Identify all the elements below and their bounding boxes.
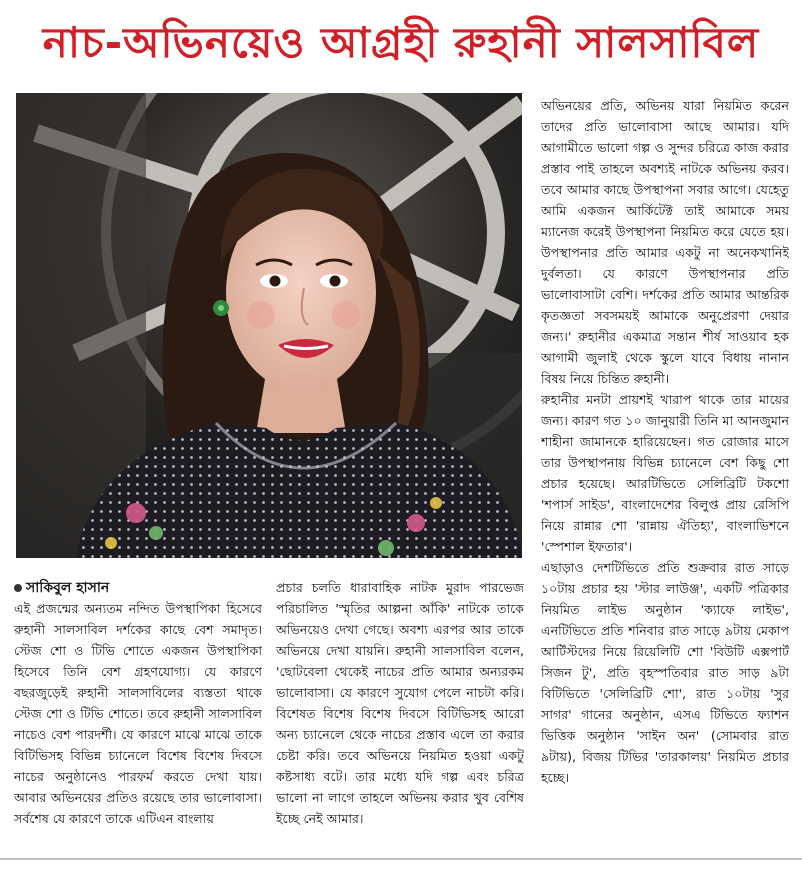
column-3-paragraph-3: এছাড়াও দেশটিভিতে প্রতি শুক্রবার রাত সাড়ে ১০টায় প্রচার হয় 'স্টার লাউঞ্জ', একটি পত্রিকার নিয়মিত লাইভ অনুষ্ঠান 'ক্যাফে লাইভ', এনটিভিতে প্রতি শনিবার রাত সাড়ে ৯টায় মেকাপ আর্টিস্টদের নিয়ে রিয়েলিটি শো 'বিউটি এক্সপার্ট সিজন টু', প্রতি বৃহস্পতিবার রাত সাড় ৯টা বিটিভিতে 'সেলিব্রিটি শো', রাত ১০টায় 'সুর সাগর' গানের অনুষ্ঠান, এসএ টিভিতে ফ্যাশন ভিত্তিক অনুষ্ঠান 'সাইন অন' (সোমবার রাত ৯টায়), বিজয় টিভির 'তারকালয়' নিয়মিত প্রচার হচ্ছে। [541, 560, 789, 785]
portrait-illustration [16, 93, 522, 558]
article-column-3 [541, 95, 789, 855]
article-column-2 [276, 577, 524, 857]
byline [14, 579, 264, 597]
bottom-divider [0, 858, 802, 860]
column-3-paragraph-1: অভিনয়ের প্রতি, অভিনয় যারা নিয়মিত করেন তাদের প্রতি ভালোবাসা আছে আমার। যদি আগামীতে ভালো গল্প ও সুন্দর চরিত্রে কাজ করার প্রস্তাব পাই তাহলে অবশ্যই নাটকে অভিনয় করব। তবে আমার কাছে উপস্থাপনা সবার আগে। যেহেতু আমি একজন আর্কিটেক্ট তাই আমাকে সময় ম্যানেজ করেই উপস্থাপনা নিয়মিত করে যেতে হয়। উপস্থাপনার প্রতি আমার একটু না অনেকখানিই দুর্বলতা। যে কারণে উপস্থাপনার প্রতি ভালোবাসাটা বেশি। দর্শকের প্রতি আমার আন্তরিক কৃতজ্ঞতা সবসময়ই আমাকে অনুপ্রেরণা দেয়ার জন্য।' রুহানীর একমাত্র সন্তান শীর্ষ সাওয়াব হক আগামী জুলাই থেকে স্কুলে যাবে বিধায় নানান বিষয় নিয়ে চিন্তিত রুহানী। [541, 98, 789, 386]
byline-author: সাকিবুল হাসান [26, 580, 110, 596]
bullet-icon [14, 584, 22, 592]
column-1-text: এই প্রজন্মের অন্যতম নন্দিত উপস্থাপিকা হিসেবে রুহানী সালসাবিল দর্শকের কাছে বেশ সমাদৃত। স্টেজ শো ও টিভি শোতে একজন উপস্থাপিকা হিসেবে তিনি বেশ গ্রহণযোগ্য। যে কারণে বছরজুড়েই রুহানী সালসাবিলের ব্যস্ততা থাকে স্টেজ শো ও টিভি শোতে। তবে রুহানী সালসাবিল নাচেও বেশ পারদর্শী। যে কারণে মাঝে মাঝে তাকে বিটিভিসহ বিভিন্ন চ্যানেলে বিশেষ বিশেষ দিবসে নাচের অনুষ্ঠানেও পারফর্ম করতে দেখা যায়। আবার অভিনয়ের প্রতিও রয়েছে তার ভালোবাসা। সর্বশেষ যে কারণে তাকে এটিএন বাংলায় [14, 601, 262, 826]
portrait-photo [16, 93, 522, 558]
headline: নাচ-অভিনয়েও আগ্রহী রুহানী সালসাবিল [42, 17, 760, 67]
column-3-paragraph-2: রুহানীর মনটা প্রায়শই খারাপ থাকে তার মায়ের জন্য। কারণ গত ১০ জানুয়ারী তিনি মা আনজুমান শাহীনা জামানকে হারিয়েছেন। গত রোজার মাসে তার উপস্থাপনায় বিভিন্ন চ্যানেলে বেশ কিছু শো প্রচার হয়েছে। আরটিভিতে সেলিব্রিটি টকশো 'শপার্স সাইড', বাংলাদেশের বিলুপ্ত প্রায় রেসিপি নিয়ে রান্নার শো 'রান্নায় ঐতিহ্য', বাংলাভিশনে 'স্পেশাল ইফতার'। [541, 392, 789, 554]
article-column-1 [14, 598, 262, 856]
column-2-text: প্রচার চলতি ধারাবাহিক নাটক মুরাদ পারভেজ পরিচালিত 'স্মৃতির আল্পনা আঁকি' নাটকে তাকে অভিনয়েও দেখা গেছে। অবশ্য এরপর আর তাকে অভিনয়ে দেখা যায়নি। রুহানী সালসাবিল বলেন, 'ছোটবেলা থেকেই নাচের প্রতি আমার অন্যরকম ভালোবাসা। যে কারণে সুযোগ পেলে নাচটা করি। বিশেষত বিশেষ বিশেষ দিবসে বিটিভিসহ আরো অন্য চ্যানেলে থেকে নাচের প্রস্তাব এলে তা করার চেষ্টা করি। তবে অভিনয়ে নিয়মিত হওয়া একটু কষ্টসাধ্য বটে। তার মধ্যে যদি গল্প এবং চরিত্র ভালো না লাগে তাহলে অভিনয় করার খুব বেশিষ ইচ্ছে নেই আমার। [276, 580, 524, 826]
